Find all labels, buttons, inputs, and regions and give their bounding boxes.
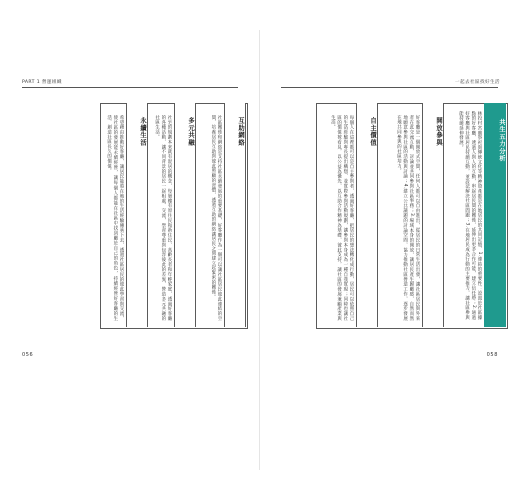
header-rule-left bbox=[22, 87, 238, 88]
header-rule-right bbox=[281, 87, 498, 88]
section-open-participation bbox=[378, 103, 444, 327]
section-title: 互助網絡 bbox=[224, 103, 246, 327]
section-body: 社區關係和網絡是支持社區永續發展的重要基礎，好客廳作為一個可以讓社區居民彼此連結的空間，培養居民互助與彼此照顧的習慣，透過互助的網絡讓居民之間建立起緊密的關係。 bbox=[210, 115, 222, 321]
running-head-left: PART 1 營運組織 bbox=[22, 80, 62, 85]
running-head-right: 一起去社區找好生活 bbox=[455, 80, 500, 85]
book-spine bbox=[259, 30, 260, 470]
section-autonomy bbox=[318, 103, 378, 327]
section-body: 每個人在這裡都可以是自主參與者，透過好客廳，把居民的想法轉化成行動，居民可以依照自己的生活經驗與專長提出構想，並實際參與活動規劃，讓參與本身成為一種自我實現；同時也讓社區的價值被看見，以公益為優先，以互助合作精神為基礎，彼此支持，讓社區的發展兼顧產業與生活。 bbox=[330, 115, 354, 321]
section-body: 好客廳是一個開放式空間，任何人都可以自由進出，從居民的日常生活出發，讓社區居民與外來者在此交流互動，討論並共同參與社區事務；3.場域本身的開放，讓居民產生歸屬感，自然而然地願意參與社區的活動與討論；4.建立公共議題的討論空間，協力推動社區營造工作，逐步發展在地共同參與的社區培力。 bbox=[396, 115, 420, 321]
section-banner: 共生五力分析 bbox=[484, 103, 506, 327]
section-sustainable-living bbox=[100, 103, 148, 327]
section-mutual-aid bbox=[196, 103, 246, 327]
lead-paragraph: 林投村宮廟祭祀與傳統文化等精神資產都是在地居民的共同記憶，1.連結的重要性：設置於社區據點的好客廳，透過人與人的互動，串起居民間的關係，延伸出更多合作可能，建立信任感；2.通過好客廳與社區居民持續互動，並設法解決社區問題；3.在地居民成為行動的主要推力，讓社區參與能持續延伸發展。 bbox=[458, 111, 482, 320]
section-title: 多元共融 bbox=[174, 103, 196, 327]
section-title: 永續生活 bbox=[126, 103, 148, 327]
page-number-right: 058 bbox=[486, 352, 498, 358]
section-diversity bbox=[148, 103, 196, 327]
left-page bbox=[100, 103, 246, 327]
section-title: 開放參與 bbox=[422, 103, 444, 327]
section-body: 希望藉由推動好客廳，讓居民能將在地的生活經驗傳承下去，透過社區居民的彼此學習與交流，使社區的發展能永續經營，讓每個人都能在社區中找到屬於自己的角色，持續經營好客廳的生活，創造社區長久的價值。 bbox=[106, 115, 124, 321]
section-title: 自主價值 bbox=[356, 103, 378, 327]
section-body: 社宅的規劃本來就有混居的概念，每層樓有原住民和新住民、高齡長者和年輕家庭，透過好客廳的各種活動，讓不同背景的居民一起相處、交流，學習尊重與包容彼此的差異，營造多元共融的社區生活。 bbox=[154, 115, 172, 321]
right-page bbox=[296, 103, 506, 327]
page-number-left: 056 bbox=[22, 352, 34, 358]
